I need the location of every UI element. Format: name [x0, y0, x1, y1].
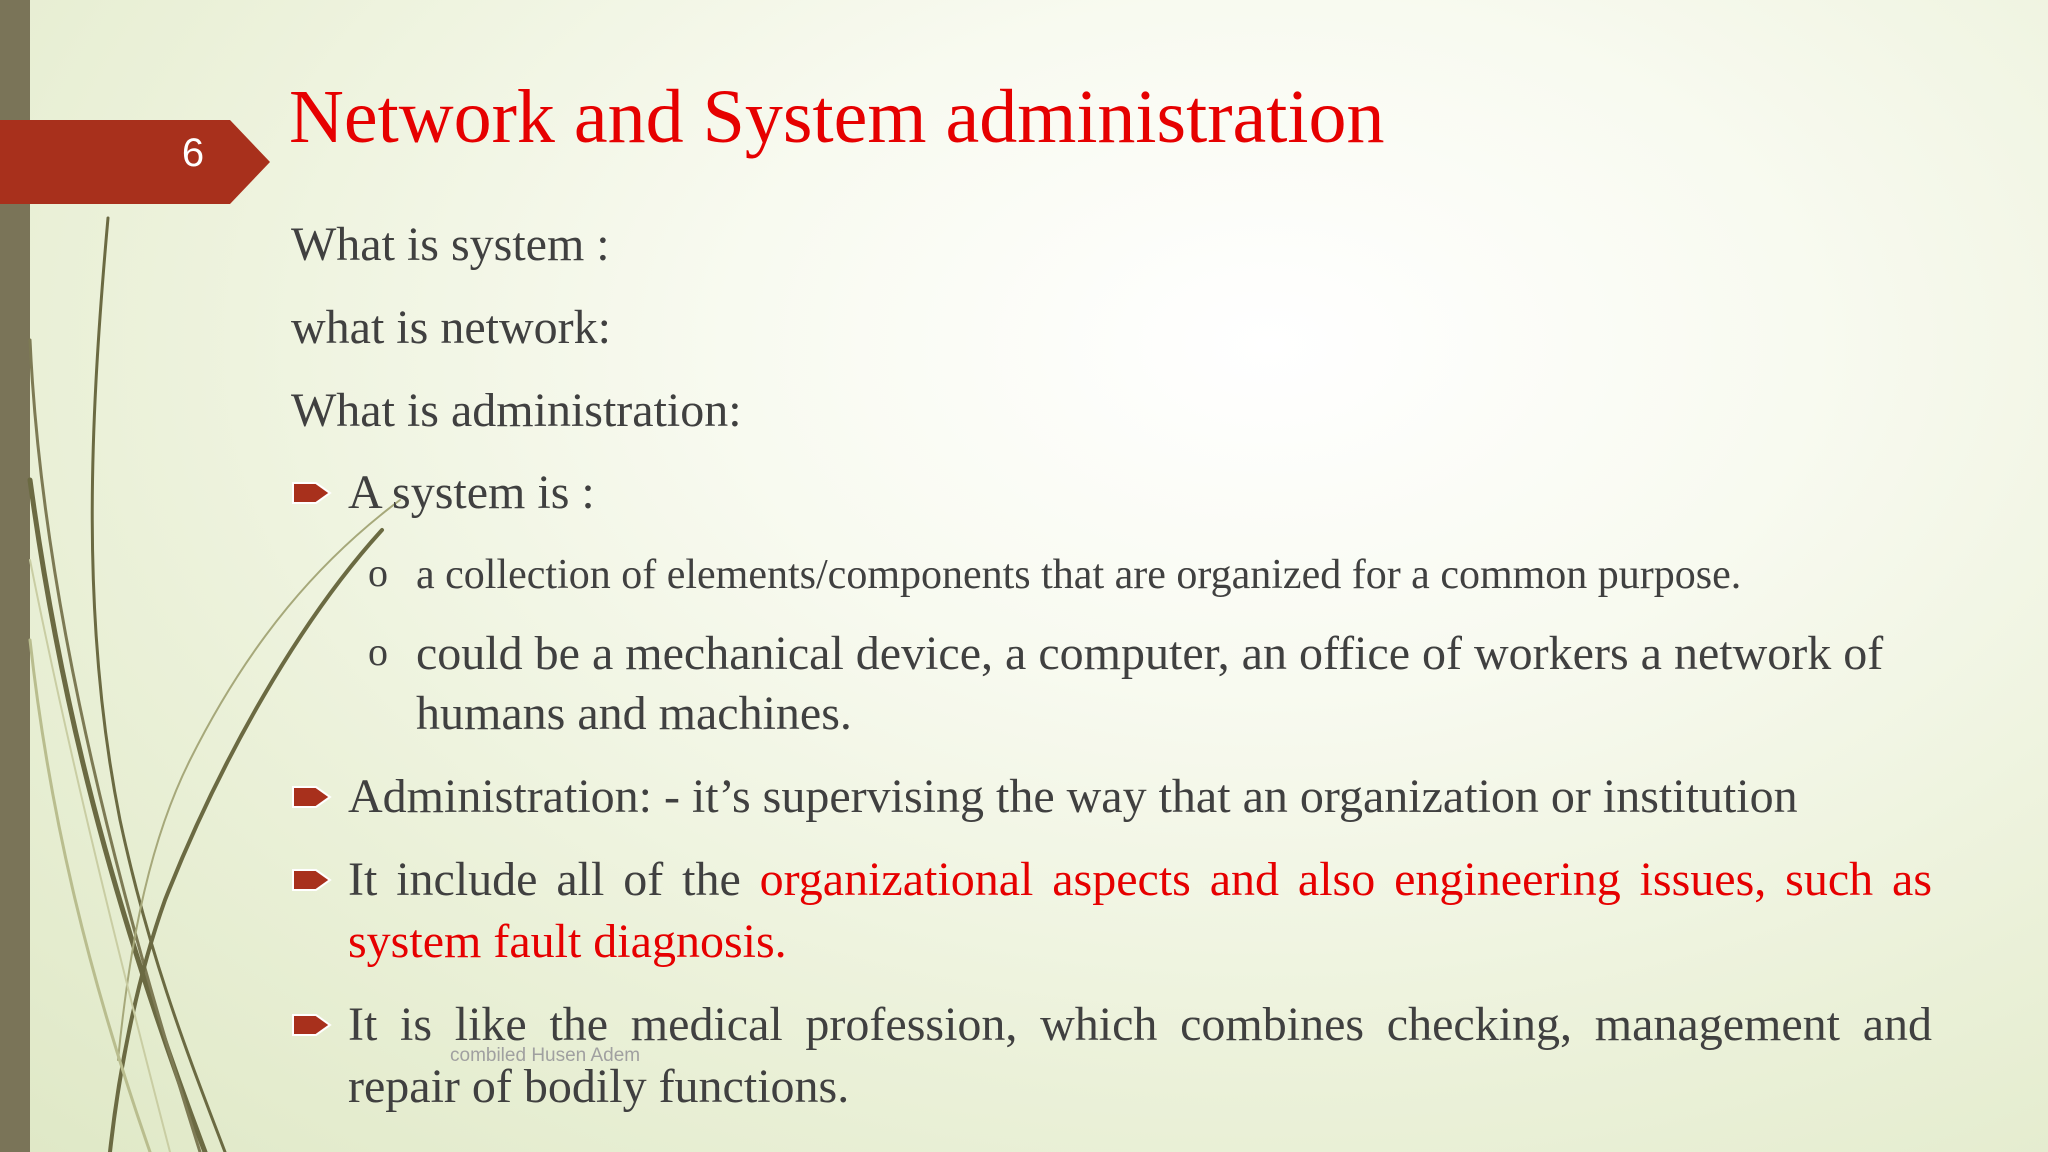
slide-number: 6 — [181, 131, 205, 175]
slide-title: Network and System administration — [289, 75, 1385, 159]
bullet-include-lead: It include all of the — [348, 853, 760, 906]
question-administration: What is administration: — [291, 384, 742, 437]
sub-bullet-collection-text: a collection of elements/components that are organized for a common purpose. — [416, 552, 1742, 598]
question-system: What is system : — [291, 218, 610, 271]
bullet-administration-text — [348, 766, 1932, 828]
sub-bullet-device-text: could be a mechanical device, a computer, an office of workers a network of humans and machines. — [416, 627, 1884, 740]
bullet-system-text: A system is : — [348, 466, 595, 519]
bullet-administration-definition: it’s supervising the way that an organization or institution — [691, 770, 1798, 823]
right-arrow-bullet-icon — [290, 480, 332, 506]
bullet-include — [290, 849, 1932, 973]
bullet-system — [290, 462, 1932, 524]
bullet-include-text — [348, 849, 1932, 973]
sub-bullet-collection — [368, 545, 1933, 605]
hollow-circle-bullet-icon: o — [368, 550, 388, 595]
bullet-include-highlight: organizational aspects and also engineering issues, such as system fault diagnosis. — [348, 853, 1933, 968]
bullet-medical-text: It is like the medical profession, which combines checking, management and repair of bodily functions. — [348, 998, 1932, 1113]
bullet-administration-lead: Administration: - — [348, 770, 692, 823]
sub-bullet-device — [368, 624, 1933, 744]
bullet-administration — [290, 766, 1932, 828]
right-arrow-bullet-icon — [290, 784, 332, 810]
right-arrow-bullet-icon — [290, 1012, 332, 1038]
footer-author: combiled Husen Adem — [450, 1045, 641, 1066]
question-network: what is network: — [291, 301, 611, 354]
hollow-circle-bullet-icon: o — [368, 629, 388, 674]
right-arrow-bullet-icon — [290, 867, 332, 893]
